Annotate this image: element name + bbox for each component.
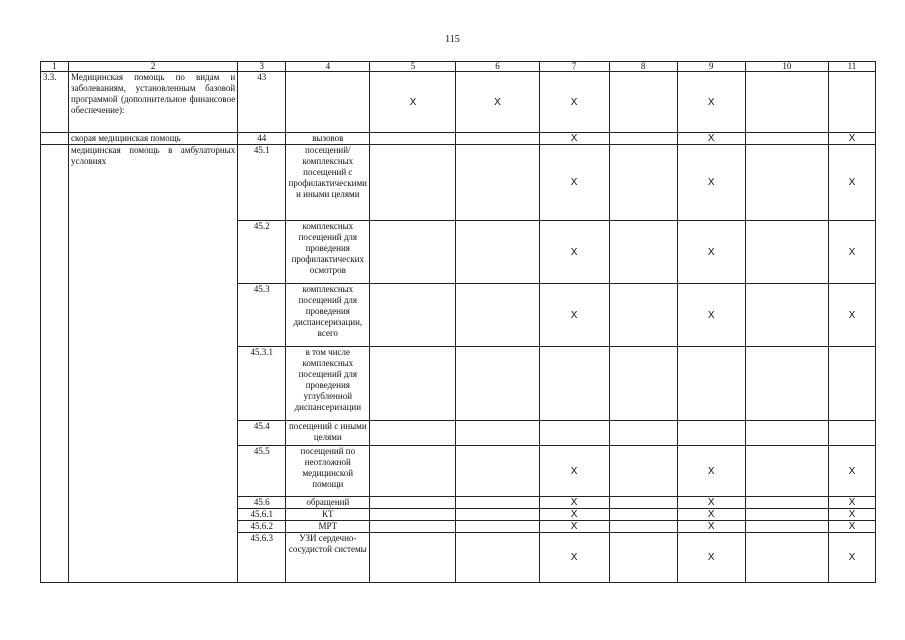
mark-cell [456, 497, 539, 509]
mark-cell: X [677, 284, 745, 347]
mark-cell [370, 446, 456, 497]
unit-cell: комплексных посещений для проведения диспансеризации, всего [286, 284, 370, 347]
line-number: 43 [238, 72, 286, 133]
mark-cell [456, 533, 539, 583]
line-number: 45.4 [238, 421, 286, 446]
row-name: скорая медицинская помощь [69, 133, 238, 145]
mark-cell: X [677, 221, 745, 284]
mark-cell [456, 145, 539, 221]
mark-cell [609, 347, 677, 421]
mark-cell [609, 145, 677, 221]
mark-cell [539, 421, 609, 446]
mark-cell [828, 72, 875, 133]
section-number: 3.3. [41, 72, 69, 133]
mark-cell [609, 521, 677, 533]
mark-cell [456, 221, 539, 284]
mark-cell [539, 347, 609, 421]
table-row [41, 145, 876, 221]
mark-cell: X [539, 509, 609, 521]
mark-cell [370, 133, 456, 145]
mark-cell: X [539, 221, 609, 284]
column-number: 4 [286, 62, 370, 72]
column-number: 7 [539, 62, 609, 72]
column-number: 2 [69, 62, 238, 72]
mark-cell [609, 133, 677, 145]
mark-cell: X [370, 72, 456, 133]
mark-cell [609, 72, 677, 133]
mark-cell: X [677, 497, 745, 509]
mark-cell [609, 509, 677, 521]
mark-cell [456, 284, 539, 347]
mark-cell [745, 509, 828, 521]
mark-cell [370, 145, 456, 221]
unit-cell: в том числе комплексных посещений для проведения углубленной диспансеризации [286, 347, 370, 421]
row-name: медицинская помощь в амбулаторных условиях [69, 145, 238, 583]
mark-cell [456, 509, 539, 521]
line-number: 45.6 [238, 497, 286, 509]
column-number: 1 [41, 62, 69, 72]
column-number: 9 [677, 62, 745, 72]
mark-cell [677, 421, 745, 446]
mark-cell [456, 521, 539, 533]
mark-cell: X [828, 509, 875, 521]
column-number: 5 [370, 62, 456, 72]
unit-cell: МРТ [286, 521, 370, 533]
mark-cell [370, 347, 456, 421]
mark-cell [745, 446, 828, 497]
mark-cell [745, 421, 828, 446]
mark-cell: X [828, 145, 875, 221]
mark-cell: X [539, 72, 609, 133]
unit-cell: посещений по неотложной медицинской помощи [286, 446, 370, 497]
mark-cell: X [539, 145, 609, 221]
unit-cell: посещений с иными целями [286, 421, 370, 446]
mark-cell [745, 221, 828, 284]
unit-cell: вызовов [286, 133, 370, 145]
line-number: 45.6.3 [238, 533, 286, 583]
mark-cell [609, 533, 677, 583]
column-number: 6 [456, 62, 539, 72]
mark-cell: X [828, 284, 875, 347]
mark-cell: X [539, 284, 609, 347]
mark-cell [370, 533, 456, 583]
mark-cell: X [677, 446, 745, 497]
mark-cell [609, 497, 677, 509]
mark-cell: X [828, 521, 875, 533]
unit-cell: посещений/комплексных посещений с профилактическими и иными целями [286, 145, 370, 221]
column-number: 11 [828, 62, 875, 72]
mark-cell: X [677, 72, 745, 133]
unit-cell: КТ [286, 509, 370, 521]
line-number: 44 [238, 133, 286, 145]
table-row [41, 72, 876, 133]
column-number: 3 [238, 62, 286, 72]
mark-cell [745, 133, 828, 145]
mark-cell: X [677, 509, 745, 521]
unit-cell: УЗИ сердечно-сосудистой системы [286, 533, 370, 583]
mark-cell [370, 284, 456, 347]
data-table [40, 61, 876, 583]
mark-cell: X [677, 533, 745, 583]
mark-cell: X [677, 133, 745, 145]
mark-cell [456, 421, 539, 446]
mark-cell [745, 533, 828, 583]
mark-cell [609, 446, 677, 497]
mark-cell [609, 221, 677, 284]
mark-cell: X [539, 497, 609, 509]
mark-cell [828, 421, 875, 446]
mark-cell [609, 421, 677, 446]
line-number: 45.6.1 [238, 509, 286, 521]
section-number [41, 133, 69, 145]
column-number-row [41, 62, 876, 72]
column-number: 8 [609, 62, 677, 72]
mark-cell: X [456, 72, 539, 133]
mark-cell: X [828, 497, 875, 509]
mark-cell: X [828, 533, 875, 583]
mark-cell [456, 446, 539, 497]
mark-cell: X [828, 133, 875, 145]
mark-cell [370, 521, 456, 533]
mark-cell: X [539, 446, 609, 497]
mark-cell [456, 133, 539, 145]
mark-cell: X [828, 446, 875, 497]
line-number: 45.1 [238, 145, 286, 221]
mark-cell [745, 521, 828, 533]
mark-cell [370, 421, 456, 446]
row-name: Медицинская помощь по видам и заболеваниям, установленным базовой программой (дополнительное финансовое обеспечение): [69, 72, 238, 133]
mark-cell [745, 347, 828, 421]
mark-cell [456, 347, 539, 421]
mark-cell [370, 509, 456, 521]
mark-cell: X [539, 133, 609, 145]
mark-cell [745, 72, 828, 133]
line-number: 45.2 [238, 221, 286, 284]
mark-cell [745, 497, 828, 509]
mark-cell [745, 284, 828, 347]
mark-cell [370, 221, 456, 284]
line-number: 45.3 [238, 284, 286, 347]
mark-cell: X [677, 521, 745, 533]
unit-cell: комплексных посещений для проведения профилактических осмотров [286, 221, 370, 284]
mark-cell [745, 145, 828, 221]
section-number [41, 145, 69, 583]
mark-cell: X [677, 145, 745, 221]
mark-cell [370, 497, 456, 509]
mark-cell [609, 284, 677, 347]
mark-cell: X [828, 221, 875, 284]
unit-cell [286, 72, 370, 133]
line-number: 45.5 [238, 446, 286, 497]
line-number: 45.6.2 [238, 521, 286, 533]
mark-cell: X [539, 533, 609, 583]
page-number: 115 [445, 34, 460, 45]
unit-cell: обращений [286, 497, 370, 509]
table-row [41, 133, 876, 145]
mark-cell: X [539, 521, 609, 533]
mark-cell [828, 347, 875, 421]
column-number: 10 [745, 62, 828, 72]
line-number: 45.3.1 [238, 347, 286, 421]
mark-cell [677, 347, 745, 421]
